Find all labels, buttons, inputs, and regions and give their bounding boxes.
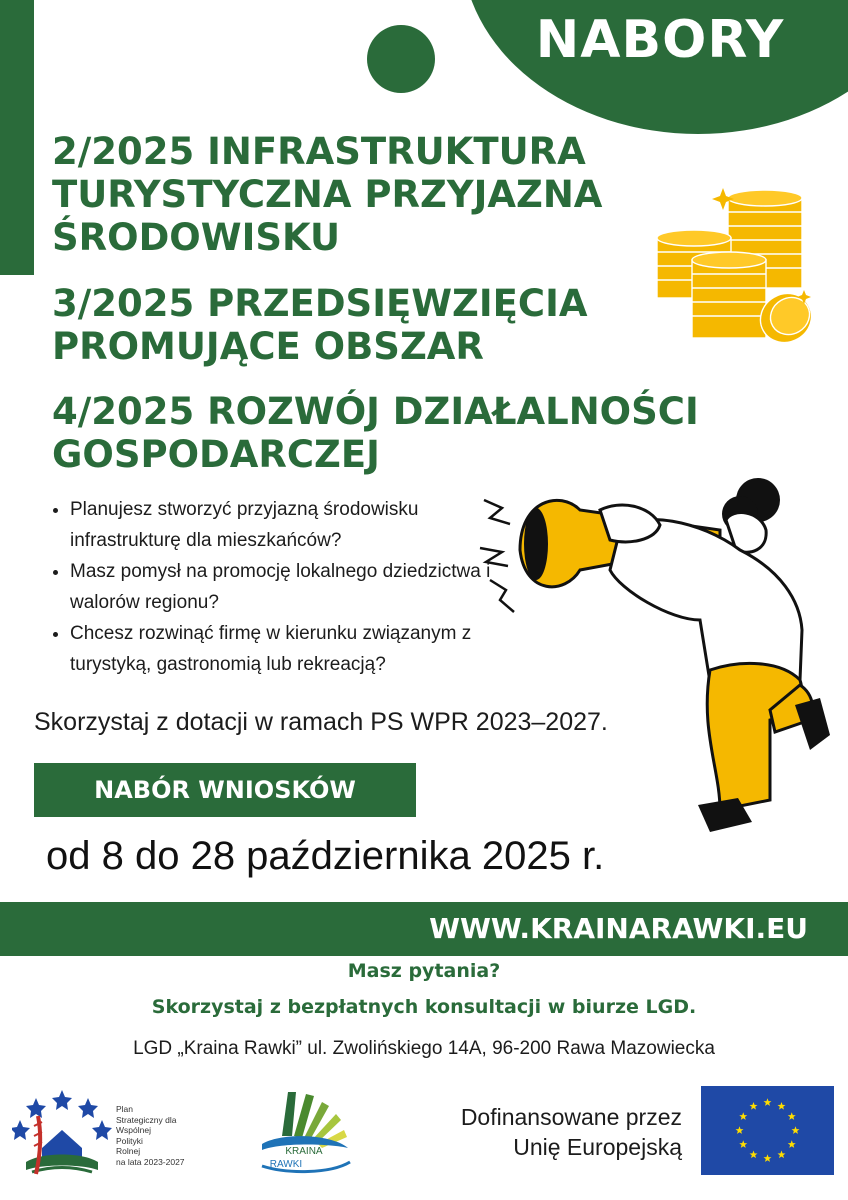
grant-summary: Skorzystaj z dotacji w ramach PS WPR 2023–2027. [34,708,608,736]
psp-line-4: Polityki [116,1135,143,1146]
eu-funding-line-1: Dofinansowane przez [460,1104,682,1130]
woman-with-horn-illustration [470,470,840,850]
call-title-1: 2/2025 INFRASTRUKTURA TURYSTYCZNA PRZYJAZNA ŚRODOWISKU [52,130,603,259]
psp-line-6: na lata 2023-2027 [116,1156,185,1167]
call-title-2: 3/2025 PRZEDSIĘWZIĘCIA PROMUJĄCE OBSZAR [52,282,588,368]
consultation-note: Skorzystaj z bezpłatnych konsultacji w biurze LGD. [151,996,697,1018]
eu-funding-text [428,1102,682,1162]
coins-illustration [650,180,820,350]
website-link[interactable]: WWW.KRAINARAWKI.EU [429,912,808,945]
office-address: LGD „Kraina Rawki” ul. Zwolińskiego 14A, 96-200 Rawa Mazowiecka [133,1038,715,1059]
decorative-dot [367,25,435,93]
application-period-label: NABÓR WNIOSKÓW [94,776,356,804]
contact-question: Masz pytania? [347,960,501,982]
kraina-logo-bottom-text: RAWKI [269,1159,303,1170]
psp-wpr-logo [12,1086,112,1176]
call-title-3: 4/2025 ROZWÓJ DZIAŁALNOŚCI GOSPODARCZEJ [52,390,699,476]
psp-line-2: Strategiczny dla [116,1114,177,1125]
application-dates: od 8 do 28 października 2025 r. [46,834,605,878]
question-list [40,494,510,680]
psp-line-1: Plan [116,1104,134,1114]
question-item-2: • Masz pomysł na promocję lokalnego dziedzictwa i walorów regionu? [70,556,510,618]
page-badge: NABORY [535,10,785,70]
psp-line-5: Rolnej [116,1146,141,1156]
psp-wpr-logo-text [116,1104,185,1167]
eu-flag [701,1086,834,1175]
application-period-badge [34,763,416,817]
kraina-logo-top-text: KRAINA [285,1146,323,1157]
eu-funding-line-2: Unię Europejską [513,1134,682,1160]
question-item-1: • Planujesz stworzyć przyjazną środowisku infrastrukturę dla mieszkańców? [70,494,510,556]
question-item-3: • Chcesz rozwinąć firmę w kierunku związanym z turystyką, gastronomią lub rekreacją? [70,618,510,680]
left-accent-bar [0,0,34,275]
psp-line-3: Wspólnej [116,1125,151,1135]
kraina-rawki-logo [252,1084,358,1176]
